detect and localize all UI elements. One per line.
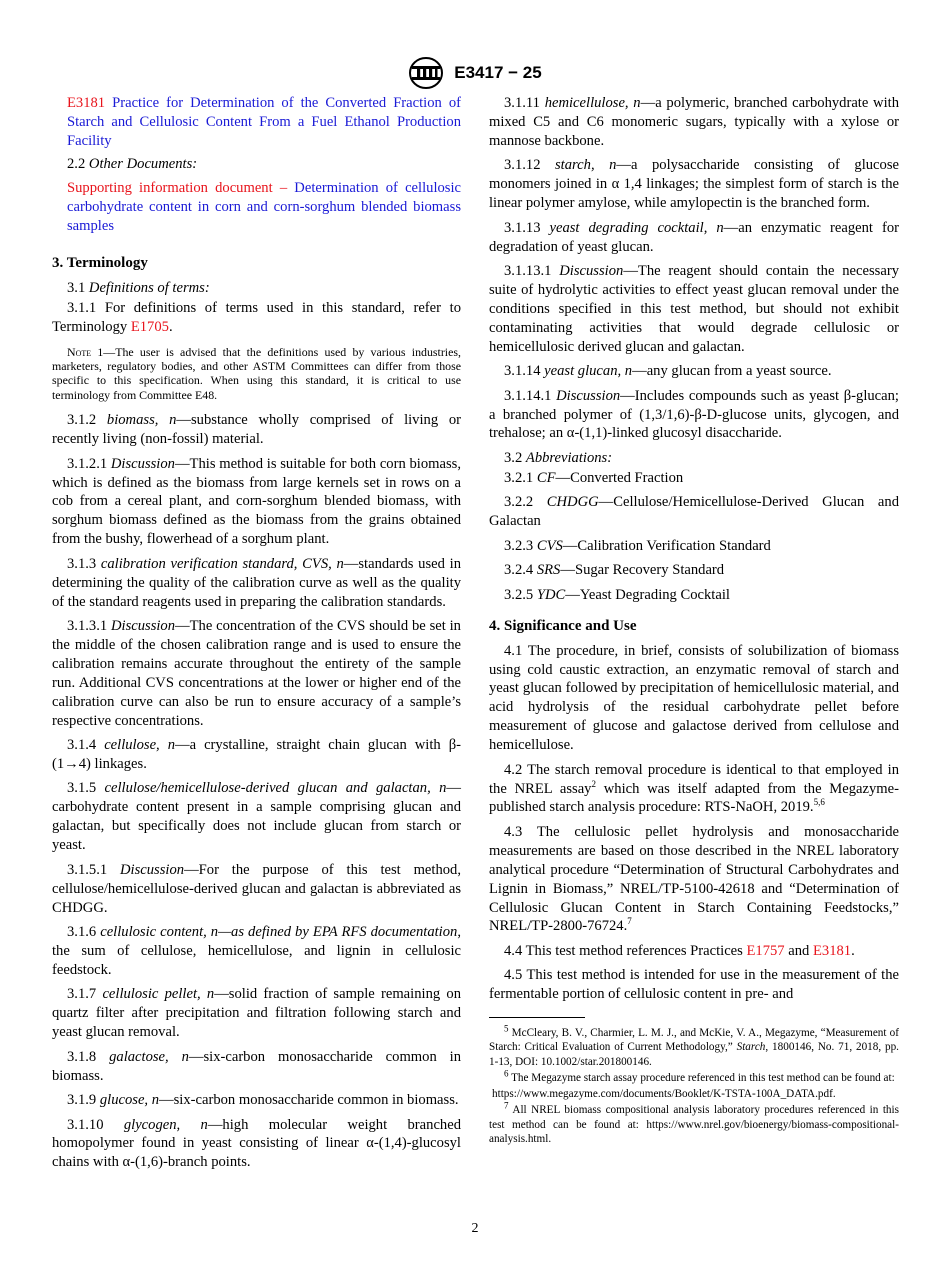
footnote-6: $^6$ The Megazyme starch assay procedure referenced in this test method can be found at: [504, 1068, 895, 1084]
section-4-2: 4.2 The starch removal procedure is identical to that employed in the NREL assay$^2$ which was itself adapted from the Megazyme-published starch analysis procedure: RTS-NaOH, 2019.$^{5,6}$ [489, 761, 899, 816]
footnote-divider [489, 1017, 585, 1018]
def-glucose: 3.1.9 glucose, n—six-carbon monosaccharide common in biomass. [67, 1092, 459, 1109]
abbr-ydc: 3.2.5 YDC—Yeast Degrading Cocktail [504, 586, 730, 603]
discussion-3-1-3-1: 3.1.3.1 Discussion—The concentration of the CVS should be set in the middle of the chosen calibration range and is used to ensure the calibration remains accurate throughout the entirety of the sample run. Additional CVS concentrations at the lower or higher end of the calibration curve can also be run to ensure accuracy of a sample’s respective concentrations. [52, 618, 461, 729]
ref-e3181-link[interactable]: E3181 [67, 95, 106, 111]
right-column [489, 94, 899, 1148]
heading-significance: 4. Significance and Use [489, 617, 637, 634]
def-glycogen: 3.1.10 glycogen, n—high molecular weight branched homopolymer found in yeast consisting of linear α-(1,4)-glucosyl chains with α-(1,6)-branch points. [52, 1116, 461, 1171]
footnote-5: $^5$ McCleary, B. V., Charmier, L. M. J., and McKie, V. A., Megazyme, “Measurement of Starch: Critical Evaluation of Current Methodology,” Starch, 1800146, No. 71, 2018, pp. 1-13, DOI: 10.1002/star.201800146. [489, 1023, 899, 1068]
footnote-7: $^7$ All NREL biomass compositional analysis laboratory procedures referenced in this test method can be found at: https://www.nrel.gov/bioenergy/biomass-compositional-analysis.html. [489, 1100, 899, 1145]
def-chdgg: 3.1.5 cellulose/hemicellulose-derived glucan and galactan, n—carbohydrate content present in a sample comprising glucan and galactan, but specifically does not include glucan from starch or yeast. [52, 780, 461, 854]
footnote-6-url[interactable]: https://www.megazyme.com/documents/Booklet/K-TSTA-100A_DATA.pdf. [492, 1088, 836, 1101]
section-2-2: 2.2 Other Documents: [67, 155, 198, 172]
section-4-5: 4.5 This test method is intended for use in the measurement of the fermentable portion of cellulosic content in pre- and [489, 967, 899, 1003]
section-4-4: 4.4 This test method references Practices E1757 and E3181. [504, 942, 855, 959]
def-biomass: 3.1.2 biomass, n—substance wholly comprised of living or recently living (non-fossil) material. [52, 412, 461, 448]
reference-e3181 [52, 94, 461, 151]
section-4-1: 4.1 The procedure, in brief, consists of solubilization of biomass using cold caustic extraction, an enzymatic removal of starch and yeast glucan followed by precipitation of hemicellulosic material, and acid hydrolysis of the residual carbohydrate pellet before measurement of glucose and galactose derived from cellulose and hemicellulose. [489, 642, 899, 754]
abbr-chdgg: 3.2.2 CHDGG—Cellulose/Hemicellulose-Derived Glucan and Galactan [489, 494, 899, 530]
page-header [0, 56, 950, 90]
def-yeast-glucan: 3.1.14 yeast glucan, n—any glucan from a yeast source. [504, 363, 832, 380]
ref-e3181-link-2[interactable]: E3181 [812, 942, 852, 959]
heading-terminology: 3. Terminology [52, 254, 148, 271]
ref-e1757-link[interactable]: E1757 [746, 942, 785, 959]
supporting-info-link[interactable]: Supporting information document – [67, 180, 288, 197]
discussion-3-1-5-1: 3.1.5.1 Discussion—For the purpose of this test method, cellulose/hemicellulose-derived glucan and galactan is abbreviated as CHDGG. [52, 861, 461, 916]
def-starch: 3.1.12 starch, n—a polysaccharide consisting of glucose monomers joined in α 1,4 linkages; the simplest form of starch is the linear polymer amylose, while amylopectin is the branched form. [489, 157, 899, 212]
section-3-2: 3.2 Abbreviations: [504, 449, 613, 466]
supporting-document-ref [52, 179, 461, 236]
def-galactose: 3.1.8 galactose, n—six-carbon monosaccharide common in biomass. [52, 1048, 461, 1084]
def-cellulose: 3.1.4 cellulose, n—a crystalline, straight chain glucan with β-(1→4) linkages. [52, 737, 461, 772]
section-3-1-1: 3.1.1 For definitions of terms used in this standard, refer to Terminology E1705. [52, 299, 461, 335]
section-4-3: 4.3 The cellulosic pellet hydrolysis and monosaccharide measurements are based on those described in the NREL laboratory analytical procedure “Determination of Structural Carbohydrates and Lignin in Biomass,” NREL/TP-5100-42618 and “Determination of Cellulosic Glucan Content in Starch Containing Feedstocks,” NREL/TP-2800-76724.$^7$ [489, 823, 899, 935]
abbr-cf: 3.2.1 CF—Converted Fraction [504, 469, 684, 486]
note-1: Note 1—The user is advised that the definitions used by various industries, marketers, regulatory bodies, and other ASTM Committees can differ from those specific to this specification. When using this standard, it is critical to use terminology from Committee E48. [52, 344, 461, 402]
abbr-srs: 3.2.4 SRS—Sugar Recovery Standard [504, 562, 725, 579]
def-yeast-degrading-cocktail: 3.1.13 yeast degrading cocktail, n—an enzymatic reagent for degradation of yeast glucan. [489, 219, 900, 255]
page-number: 2 [471, 1221, 479, 1236]
supporting-info-title-link[interactable]: Determination of cellulosic carbohydrate content in corn and corn-sorghum blended biomass samples [67, 180, 462, 235]
ref-e3181-title-link[interactable]: Practice for Determination of the Converted Fraction of Starch and Cellulosic Content From a Fuel Ethanol Production Facility [67, 95, 461, 149]
document-id: E3417 − 25 [454, 63, 542, 82]
discussion-3-1-2-1: 3.1.2.1 Discussion—This method is suitable for both corn biomass, which is defined as the biomass from large kernels set in rows on a cob from a cereal plant, and corn-sorghum blended biomass, with sorghum biomass defined as the biomass from the grains obtained from the bushy, flowerhead of a sorghum plant. [52, 455, 461, 548]
astm-logo-icon [408, 56, 444, 90]
discussion-3-1-14-1: 3.1.14.1 Discussion—Includes compounds such as yeast β-glucan; a branched polymer of (1,3/1,6)-β-D-glucose units, glycogen, and trehalose; an α-(1,1)-linked glucosyl disaccharide. [489, 387, 899, 442]
section-3-1: 3.1 Definitions of terms: [67, 279, 210, 296]
def-cellulosic-pellet: 3.1.7 cellulosic pellet, n—solid fraction of sample remaining on quartz filter after precipitation and filtration following starch and yeast glucan removal. [52, 986, 461, 1041]
abbr-cvs: 3.2.3 CVS—Calibration Verification Standard [504, 537, 771, 554]
def-hemicellulose: 3.1.11 hemicellulose, n—a polymeric, branched carbohydrate with mixed C5 and C6 monomeric sugars, typically with a xylose or mannose backbone. [489, 95, 899, 149]
def-cellulosic-content: 3.1.6 cellulosic content, n—as defined by EPA RFS documentation, the sum of cellulose, hemicellulose, and lignin in cellulosic feedstock. [52, 924, 461, 978]
discussion-3-1-13-1: 3.1.13.1 Discussion—The reagent should contain the necessary suite of hydrolytic activities to effect yeast glucan removal under the conditions specified in this test method, but should not exhibit contaminating activities that would degrade cellulosic or hemicellulosic derived glucan and galactan. [489, 263, 899, 355]
ref-e1705-link[interactable]: E1705 [130, 318, 169, 335]
def-cvs: 3.1.3 calibration verification standard, CVS, n—standards used in determining the quality of the calibration curve as well as the quality of the standard reagents used in preparing the calibration standards. [52, 555, 461, 610]
left-column [52, 94, 461, 1178]
